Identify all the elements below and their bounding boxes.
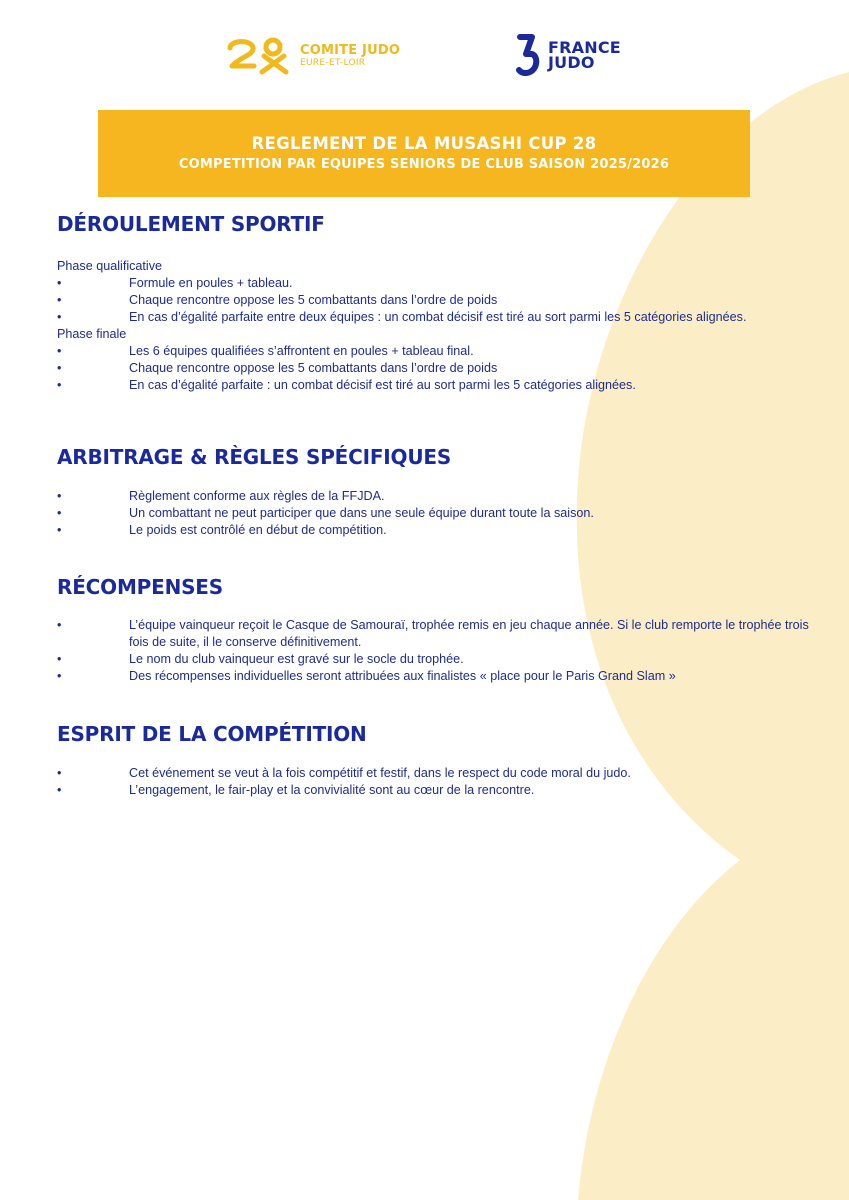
bullet-icon: •: [57, 344, 62, 358]
section-recompenses: [57, 575, 817, 685]
section-esprit: [57, 722, 817, 799]
list-item: • En cas d’égalité parfaite entre deux équipes : un combat décisif est tiré au sort parmi les 5 catégories alignées.: [57, 310, 747, 324]
list-item: • Cet événement se veut à la fois compétitif et festif, dans le respect du code moral du judo.: [57, 766, 631, 780]
esprit-list: [57, 765, 817, 799]
france-judo-emblem-icon: [516, 34, 542, 76]
list-item: • L’équipe vainqueur reçoit le Casque de Samouraï, trophée remis en jeu chaque année. Si le club remporte le trophée trois fois de suite, il le conserve définitivement.: [57, 618, 809, 649]
section-heading-recompenses: RÉCOMPENSES: [57, 575, 223, 599]
bullet-icon: •: [57, 361, 62, 375]
bullet-icon: •: [57, 669, 62, 683]
comite-title: COMITE JUDO: [300, 43, 401, 58]
section-deroulement: [57, 212, 817, 394]
list-item: • Le poids est contrôlé en début de compétition.: [57, 523, 387, 537]
comite-28-emblem-icon: [226, 36, 292, 76]
section-heading-esprit: ESPRIT DE LA COMPÉTITION: [57, 722, 367, 746]
page-title: REGLEMENT DE LA MUSASHI CUP 28: [251, 134, 597, 153]
list-item: • Règlement conforme aux règles de la FFJDA.: [57, 489, 385, 503]
bullet-icon: •: [57, 276, 62, 290]
phase-qualificative-list: [57, 275, 817, 326]
bullet-icon: •: [57, 523, 62, 537]
bullet-icon: •: [57, 310, 62, 324]
list-item: • L’engagement, le fair-play et la convivialité sont au cœur de la rencontre.: [57, 783, 535, 797]
phase-qualificative-label: Phase qualificative: [57, 259, 163, 273]
section-arbitrage: [57, 445, 817, 539]
bullet-icon: •: [57, 652, 62, 666]
recompenses-list: [57, 617, 817, 685]
list-item: • Le nom du club vainqueur est gravé sur le socle du trophée.: [57, 652, 464, 666]
bullet-icon: •: [57, 506, 62, 520]
bullet-icon: •: [57, 766, 62, 780]
arbitrage-list: [57, 488, 817, 539]
phase-finale-label: Phase finale: [57, 327, 127, 341]
bullet-icon: •: [57, 783, 62, 797]
list-item: • En cas d’égalité parfaite : un combat décisif est tiré au sort parmi les 5 catégories alignées.: [57, 378, 636, 392]
france-line1: FRANCE: [548, 37, 621, 57]
france-line2: JUDO: [548, 53, 595, 72]
section-heading-arbitrage: ARBITRAGE & RÈGLES SPÉCIFIQUES: [57, 445, 452, 469]
title-banner: [98, 110, 750, 197]
bullet-icon: •: [57, 293, 62, 307]
comite-judo-logo: [226, 36, 400, 76]
bullet-icon: •: [57, 489, 62, 503]
list-item: • Un combattant ne peut participer que dans une seule équipe durant toute la saison.: [57, 506, 594, 520]
bullet-icon: •: [57, 378, 62, 392]
list-item: • Chaque rencontre oppose les 5 combattants dans l’ordre de poids: [57, 361, 498, 375]
page-subtitle: COMPETITION PAR EQUIPES SENIORS DE CLUB SAISON 2025/2026: [178, 157, 670, 172]
phase-finale-list: [57, 343, 817, 394]
section-heading-deroulement: DÉROULEMENT SPORTIF: [57, 212, 325, 236]
france-judo-logo: [516, 34, 621, 76]
comite-subtitle: EURE-ET-LOIR: [300, 58, 366, 68]
list-item: • Chaque rencontre oppose les 5 combattants dans l’ordre de poids: [57, 293, 498, 307]
list-item: • Les 6 équipes qualifiées s’affrontent en poules + tableau final.: [57, 344, 474, 358]
list-item: • Des récompenses individuelles seront attribuées aux finalistes « place pour le Paris Grand Slam »: [57, 669, 676, 683]
list-item: • Formule en poules + tableau.: [57, 276, 293, 290]
bullet-icon: •: [57, 618, 62, 632]
